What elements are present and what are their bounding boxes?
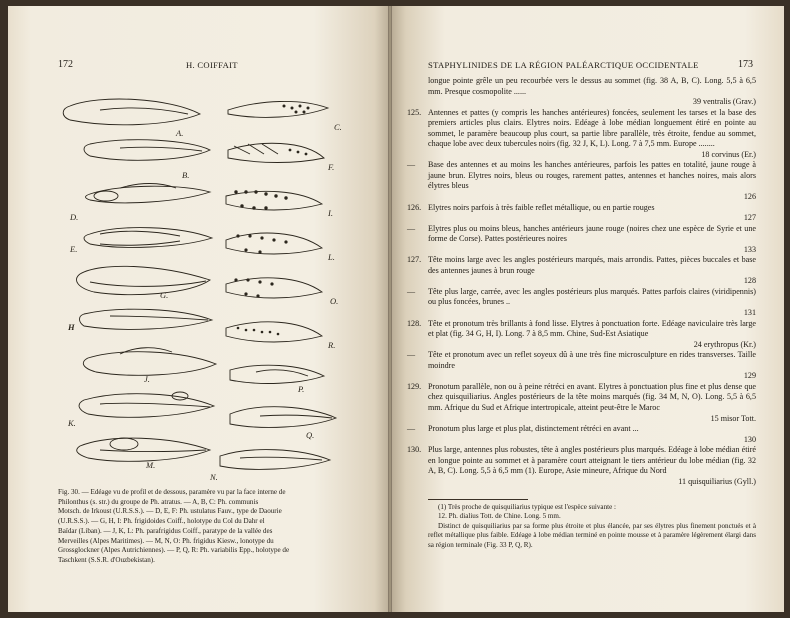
caption-line: Philonthus (s. str.) du groupe de Ph. atratus. — A, B, C: Ph. communis — [58, 497, 259, 506]
figure-label-N: N. — [210, 472, 218, 482]
figure-caption — [58, 488, 376, 566]
figure-label-Q: Q. — [306, 430, 315, 440]
key-couplet-dash: — — [407, 424, 416, 434]
caption-line: Merveilles (Alpes Maritimes). — M, N, O: Ph. frigidus Kiesw., lonotype du — [58, 536, 274, 545]
outline-Q — [230, 407, 336, 428]
key-entry-text: longue pointe grêle un peu recourbée vers le dessus au sommet (fig. 38 A, B, C). Long. 5,5 à 6,5 mm. Presque cosmopolite ...... — [428, 76, 756, 96]
figure-label-I: I. — [328, 208, 333, 218]
figure-label-K: K. — [68, 418, 76, 428]
key-entry — [407, 255, 756, 287]
outline-J — [83, 348, 216, 376]
outline-P — [230, 365, 324, 383]
footnote-rule — [428, 499, 528, 500]
key-entry-result: 133 — [743, 244, 756, 254]
figure-label-M: M. — [146, 460, 156, 470]
key-entry-text: Pronotum plus large et plus plat, distinctement rétréci en avant ... — [428, 424, 639, 434]
outline-H — [80, 309, 213, 329]
figure-label-B: B. — [182, 170, 190, 180]
outline-D — [86, 184, 211, 203]
paramere-L — [226, 233, 322, 254]
caption-line: Motsch. de Irkoust (U.R.S.S.). — D, E, F: Ph. ustulatus Fauv., type de Daourie — [58, 507, 282, 516]
key-couplet-dash: — — [407, 350, 416, 360]
key-entry-text: Antennes et pattes (y compris les hanches antérieures) foncées, seulement les tarses et la base des premiers articles plus clairs. Elytres noirs. Edéage à lobe médian longuement étiré en pointe au sommet, le paramère beaucoup plus court, sa partie libre parallèle, très étroite, fendue au sommet, chaque lobe avec deux tubercules noirs (fig. 32 J, K, L). Long. 7 à 7,5 mm. Europe ........ — [428, 107, 756, 149]
key-entry-result: 15 misor Tott. — [710, 413, 756, 423]
key-entry-text: Elytres noirs parfois à très faible reflet métallique, ou en partie rouges — [428, 202, 655, 212]
footnotes — [428, 503, 756, 550]
paramere-C — [228, 101, 328, 117]
edeagus-figure — [60, 84, 378, 484]
key-couplet-number: 127. — [407, 255, 422, 265]
key-entry-result: 11 quisquiliarius (Gyll.) — [678, 476, 756, 486]
key-entry-text: Tête et pronotum avec un reflet soyeux dû à une très fine microsculpture en rides transverses. Taille moindre — [428, 350, 756, 370]
figure-label-J: J. — [144, 374, 150, 384]
key-entry-result: 129 — [743, 371, 756, 381]
right-page-number: 173 — [738, 59, 753, 70]
key-couplet-number: 129. — [407, 381, 422, 391]
key-entry-result: 131 — [743, 308, 756, 318]
key-entry — [407, 381, 756, 424]
caption-line: Taschkent (S.S.R. d'Ouzbekistan). — [58, 555, 155, 564]
key-entry-result: 127 — [743, 213, 756, 223]
caption-line: Baïdar (Liban). — J, K, L: Ph. parafrigidus Coiff., paratype de la vallée des — [58, 526, 273, 535]
identification-key — [407, 76, 756, 487]
key-entry-text: Tête et pronotum très brillants à fond lisse. Elytres à ponctuation forte. Edéage naviculaire très large et plat (fig. 34 G, H, I). Long. 7 à 8,5 mm. Chine, Sud-Est Asiatique — [428, 318, 756, 339]
key-couplet-number: 125. — [407, 107, 422, 117]
key-entry — [407, 445, 756, 487]
paramere-O — [226, 278, 322, 298]
figure-label-G: G. — [160, 290, 169, 300]
key-couplet-dash: — — [407, 286, 416, 296]
figure-label-A: A. — [176, 128, 184, 138]
left-page-number: 172 — [58, 59, 73, 70]
paramere-I — [226, 190, 322, 210]
paramere-R — [226, 322, 322, 342]
key-entry-result: 128 — [743, 276, 756, 286]
key-entry — [407, 286, 756, 319]
key-entry-text: Plus large, antennes plus robustes, tête à angles postérieurs plus marqués. Edéage à lobe médian étiré en longue pointe au sommet et à paramère court atteignant le tiers antérieur du lobe médian (fig. 32 A, B, C). Long. 5,5 à 6,5 mm (1). Europe, Asie mineure, Afrique du Nord — [428, 445, 756, 476]
outline-K — [79, 392, 214, 417]
key-entry-text: Elytres plus ou moins bleus, hanches antérieurs jaune rouge (noires chez une espèce de Syrie et une forme de Corse). Pattes postérieures noires — [428, 223, 756, 244]
key-couplet-number: 126. — [407, 202, 422, 212]
key-entry — [407, 350, 756, 382]
key-entry — [407, 160, 756, 202]
key-entry-result: 18 corvinus (Er.) — [701, 149, 756, 159]
key-couplet-dash: — — [407, 160, 416, 170]
figure-label-L: L. — [328, 252, 335, 262]
key-entry-text: Tête plus large, carrée, avec les angles postérieurs plus marqués. Pattes parfois claires (viridipennis) ou plus foncées, brunes .. — [428, 286, 756, 307]
outline-A — [63, 99, 200, 125]
key-entry-result: 130 — [743, 434, 756, 444]
figure-label-E: E. — [70, 244, 78, 254]
paramere-F — [228, 143, 324, 162]
figure-label-F: F. — [328, 162, 335, 172]
figure-label-R: R. — [328, 340, 336, 350]
key-entry-result: 126 — [743, 192, 756, 202]
outline-N — [220, 450, 330, 470]
key-entry — [407, 202, 756, 224]
outline-G — [76, 266, 210, 294]
figure-label-C: C. — [334, 122, 342, 132]
left-running-head: H. COIFFAIT — [186, 60, 238, 70]
right-running-head: STAPHYLINIDES DE LA RÉGION PALÉARCTIQUE OCCIDENTALE — [428, 60, 699, 70]
key-entry — [407, 318, 756, 351]
key-entry-text: Tête moins large avec les angles postérieurs marqués, mais arrondis. Pattes, pièces buccales et base des antennes jaunes à brun rouge — [428, 255, 756, 275]
key-entry-text: Base des antennes et au moins les hanches antérieures, parfois les pattes en totalité, jaune rouge à jaune brun. Elytres noirs, bleus ou rouges, rarement pattes, antennes et hanches noires, mais alors élytres bleus — [428, 160, 756, 191]
key-entry — [407, 223, 756, 256]
key-entry-result: 39 ventralis (Grav.) — [692, 97, 756, 107]
key-entry-result: 24 erythropus (Kr.) — [693, 339, 756, 349]
caption-line: Fig. 30. — Edéage vu de profil et de dessous, paramère vu par la face interne de — [58, 488, 286, 496]
footnote-line: Distinct de quisquiliarius par sa forme plus étroite et plus élancée, par ses élytres plus finement ponctués et à reflet métallique plus faible. Edéage à lobe médian terminé en pointe mousse et à paramère légèrement élargi dans sa région terminale (Fig. 33 P, Q, R). — [428, 521, 756, 549]
figure-drawings — [60, 84, 378, 484]
footnote-line: (1) Très proche de quisquiliarius typique est l'espèce suivante : — [438, 503, 616, 511]
outline-E — [84, 228, 212, 248]
caption-line: Grossglockner (Alpes Autrichiennes). — P, Q, R: Ph. variabilis Epp., holotype de — [58, 546, 290, 555]
key-entry — [407, 107, 756, 161]
figure-label-O: O. — [330, 296, 339, 306]
figure-label-P: P. — [298, 384, 305, 394]
key-entry-text: Pronotum parallèle, non ou à peine rétréci en avant. Elytres à ponctuation plus fine et plus dense que chez quisquiliarius. Angles postérieurs de la tête moins marqués (fig. 34 M, N, O). Long. 5,5 à 6,5 mm. Afrique du Sud et Afrique intertropicale, atteint peut-être le Maroc — [428, 381, 756, 412]
footnote-line: 12. Ph. dialius Tott. de Chine. Long. 5 mm. — [438, 512, 561, 521]
caption-line: (U.R.S.S.). — G, H, I: Ph. frigidoides Coiff., holotype du Col du Dahr el — [58, 517, 265, 526]
key-couplet-number: 128. — [407, 318, 422, 328]
key-entry — [428, 76, 756, 108]
figure-label-D: D. — [70, 212, 79, 222]
outline-B — [84, 140, 210, 161]
key-couplet-dash: — — [407, 223, 416, 233]
figure-label-H: H — [68, 322, 75, 332]
key-entry — [407, 424, 756, 445]
key-couplet-number: 130. — [407, 445, 422, 455]
book-spine — [388, 6, 392, 612]
outline-M — [77, 438, 210, 461]
